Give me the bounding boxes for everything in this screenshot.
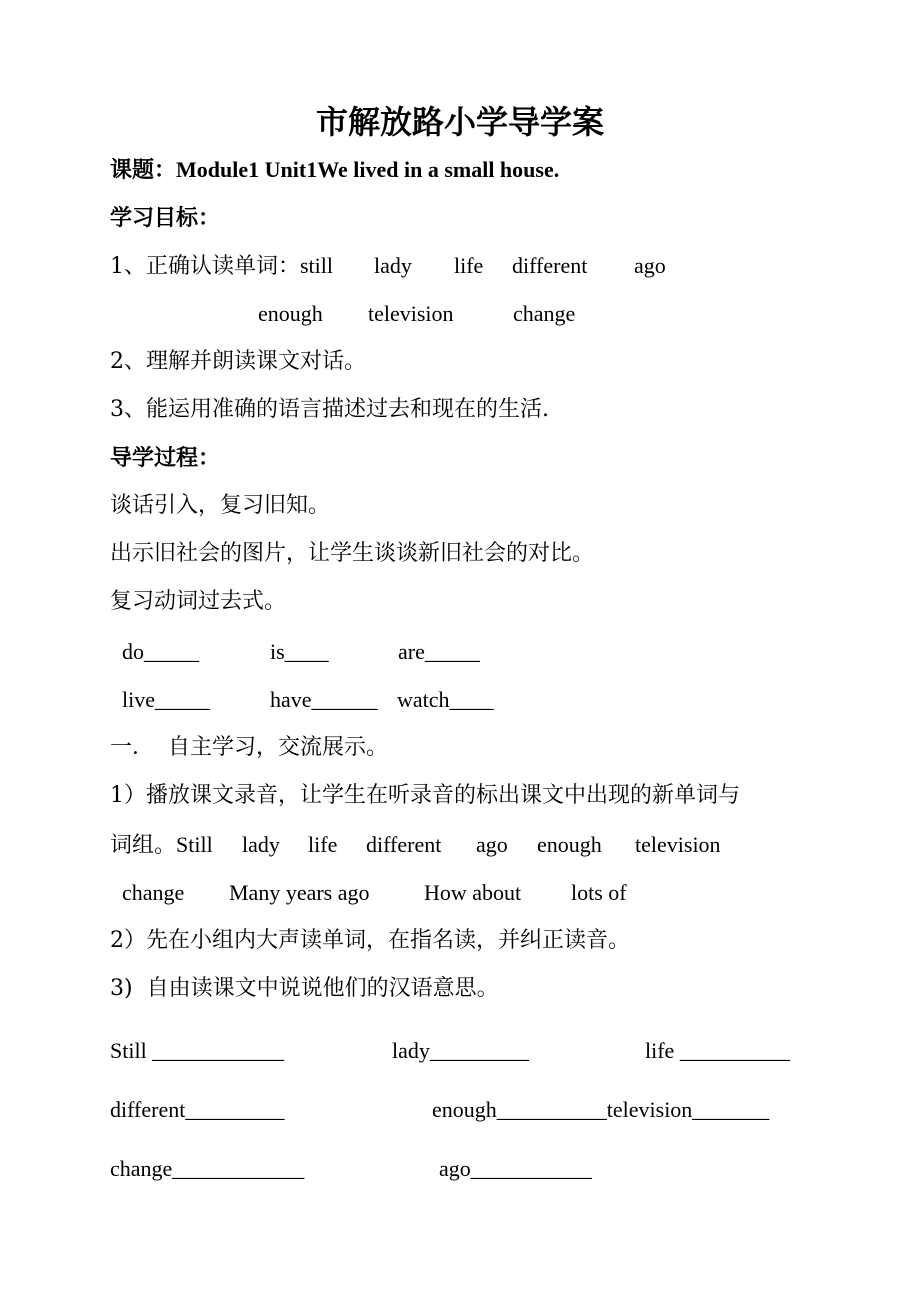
blank-ago: ago___________ [439,1156,592,1181]
verbs-row-2 [122,685,494,715]
topic-text: Module1 Unit1We lived in a small house. [176,157,560,182]
section-1-heading: 一． 自主学习，交流展示。 [110,735,388,760]
blank-still: Still ____________ [110,1038,285,1063]
word-ago: ago [634,253,666,278]
step-word-lady: lady [242,832,280,857]
word-life: life [454,253,484,278]
process-intro-detail: 出示旧社会的图片，让学生谈谈新旧社会的对比。 [110,541,595,566]
word-lady: lady [374,253,412,278]
step-2: 2）先在小组内大声读单词，在指名读，并纠正读音。 [110,928,630,953]
step-word-still: Still [176,832,213,857]
blank-change: change____________ [110,1156,305,1181]
process-heading: 导学过程： [110,445,221,471]
verb-live: live_____ [122,687,210,712]
word-enough: enough [258,301,323,326]
word-still: still [300,253,334,278]
word-change: change [513,301,576,326]
objective-2: 2、理解并朗读课文对话。 [110,349,366,374]
verbs-row-1 [122,637,480,667]
blank-life: life __________ [645,1038,790,1063]
step-word-different: different [366,832,442,857]
blank-different: different_________ [110,1097,285,1122]
blanks-row-1 [110,1036,790,1066]
topic-line [110,155,559,185]
step-phrase-lots-of: lots of [571,880,627,905]
process-intro: 谈话引入，复习旧知。 [110,493,331,518]
page-title: 市解放路小学导学案 [315,103,604,141]
topic-label: 课题： [110,157,177,183]
step-word-enough: enough [537,832,602,857]
blanks-row-2 [110,1095,769,1125]
verb-is: is____ [270,639,329,664]
blanks-row-3 [110,1154,592,1184]
step-1-line-2 [110,830,721,861]
verb-watch: watch____ [397,687,494,712]
blank-enough-television: enough__________television_______ [432,1097,770,1122]
objectives-heading: 学习目标： [110,205,221,231]
word-different: different [512,253,588,278]
step-phrase-many-years-ago: Many years ago [229,880,370,905]
objective-1-row1 [110,251,666,282]
objective-1-prefix: 1、正确认读单词： [110,254,300,279]
objective-1-row2 [258,299,575,330]
verb-have: have______ [270,687,378,712]
step-1-line-1: 1）播放课文录音，让学生在听录音的标出课文中出现的新单词与 [110,783,740,808]
verb-are: are_____ [398,639,480,664]
word-television: television [368,301,454,326]
blank-lady: lady_________ [392,1038,529,1063]
step-1-prefix: 词组。 [110,833,177,858]
process-review: 复习动词过去式。 [110,589,287,614]
step-3: 3) 自由读课文中说说他们的汉语意思。 [110,976,499,1001]
step-word-television: television [635,832,721,857]
step-word-life: life [308,832,338,857]
step-word-ago: ago [476,832,508,857]
step-word-change: change [122,880,185,905]
objective-3: 3、能运用准确的语言描述过去和现在的生活. [110,397,549,422]
step-1-line-3 [122,878,627,908]
step-phrase-how-about: How about [424,880,522,905]
verb-do: do_____ [122,639,199,664]
